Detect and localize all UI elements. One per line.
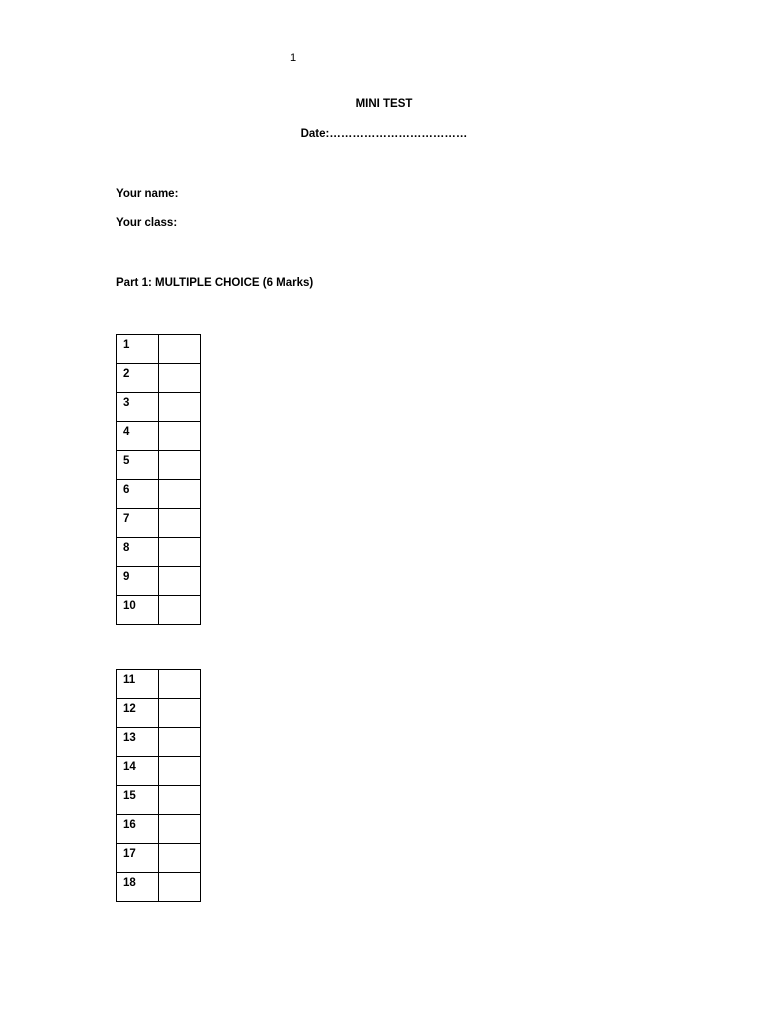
your-name-label: Your name: — [116, 188, 179, 200]
answer-cell[interactable] — [159, 422, 201, 451]
answer-cell[interactable] — [159, 538, 201, 567]
answer-row — [117, 335, 201, 364]
question-number: 18 — [117, 873, 159, 902]
answer-row — [117, 757, 201, 786]
question-number: 12 — [117, 699, 159, 728]
question-number: 3 — [117, 393, 159, 422]
answer-cell[interactable] — [159, 815, 201, 844]
question-number: 2 — [117, 364, 159, 393]
question-number: 13 — [117, 728, 159, 757]
question-number: 7 — [117, 509, 159, 538]
answer-row — [117, 393, 201, 422]
answer-cell[interactable] — [159, 699, 201, 728]
question-number: 8 — [117, 538, 159, 567]
question-number: 9 — [117, 567, 159, 596]
answer-cell[interactable] — [159, 844, 201, 873]
answer-grid-2 — [116, 669, 201, 902]
answer-cell[interactable] — [159, 509, 201, 538]
answer-row — [117, 509, 201, 538]
answer-cell[interactable] — [159, 364, 201, 393]
part1-heading: Part 1: MULTIPLE CHOICE (6 Marks) — [116, 277, 314, 289]
question-number: 15 — [117, 786, 159, 815]
answer-row — [117, 786, 201, 815]
date-line: Date:……………………………… — [300, 128, 468, 140]
question-number: 10 — [117, 596, 159, 625]
answer-cell[interactable] — [159, 335, 201, 364]
question-number: 17 — [117, 844, 159, 873]
answer-row — [117, 815, 201, 844]
answer-cell[interactable] — [159, 786, 201, 815]
question-number: 6 — [117, 480, 159, 509]
answer-cell[interactable] — [159, 596, 201, 625]
answer-row — [117, 596, 201, 625]
answer-row — [117, 364, 201, 393]
answer-row — [117, 451, 201, 480]
your-class-label: Your class: — [116, 217, 178, 229]
question-number: 1 — [117, 335, 159, 364]
answer-cell[interactable] — [159, 670, 201, 699]
question-number: 14 — [117, 757, 159, 786]
answer-cell[interactable] — [159, 480, 201, 509]
answer-cell[interactable] — [159, 728, 201, 757]
answer-grid-1 — [116, 334, 201, 625]
answer-row — [117, 670, 201, 699]
answer-row — [117, 480, 201, 509]
answer-cell[interactable] — [159, 451, 201, 480]
answer-row — [117, 728, 201, 757]
answer-row — [117, 844, 201, 873]
question-number: 5 — [117, 451, 159, 480]
answer-row — [117, 422, 201, 451]
question-number: 4 — [117, 422, 159, 451]
test-title: MINI TEST — [355, 98, 413, 110]
answer-row — [117, 699, 201, 728]
question-number: 11 — [117, 670, 159, 699]
answer-cell[interactable] — [159, 757, 201, 786]
answer-cell[interactable] — [159, 873, 201, 902]
answer-cell[interactable] — [159, 567, 201, 596]
answer-row — [117, 538, 201, 567]
answer-row — [117, 873, 201, 902]
page-number: 1 — [290, 52, 297, 64]
answer-row — [117, 567, 201, 596]
question-number: 16 — [117, 815, 159, 844]
answer-cell[interactable] — [159, 393, 201, 422]
